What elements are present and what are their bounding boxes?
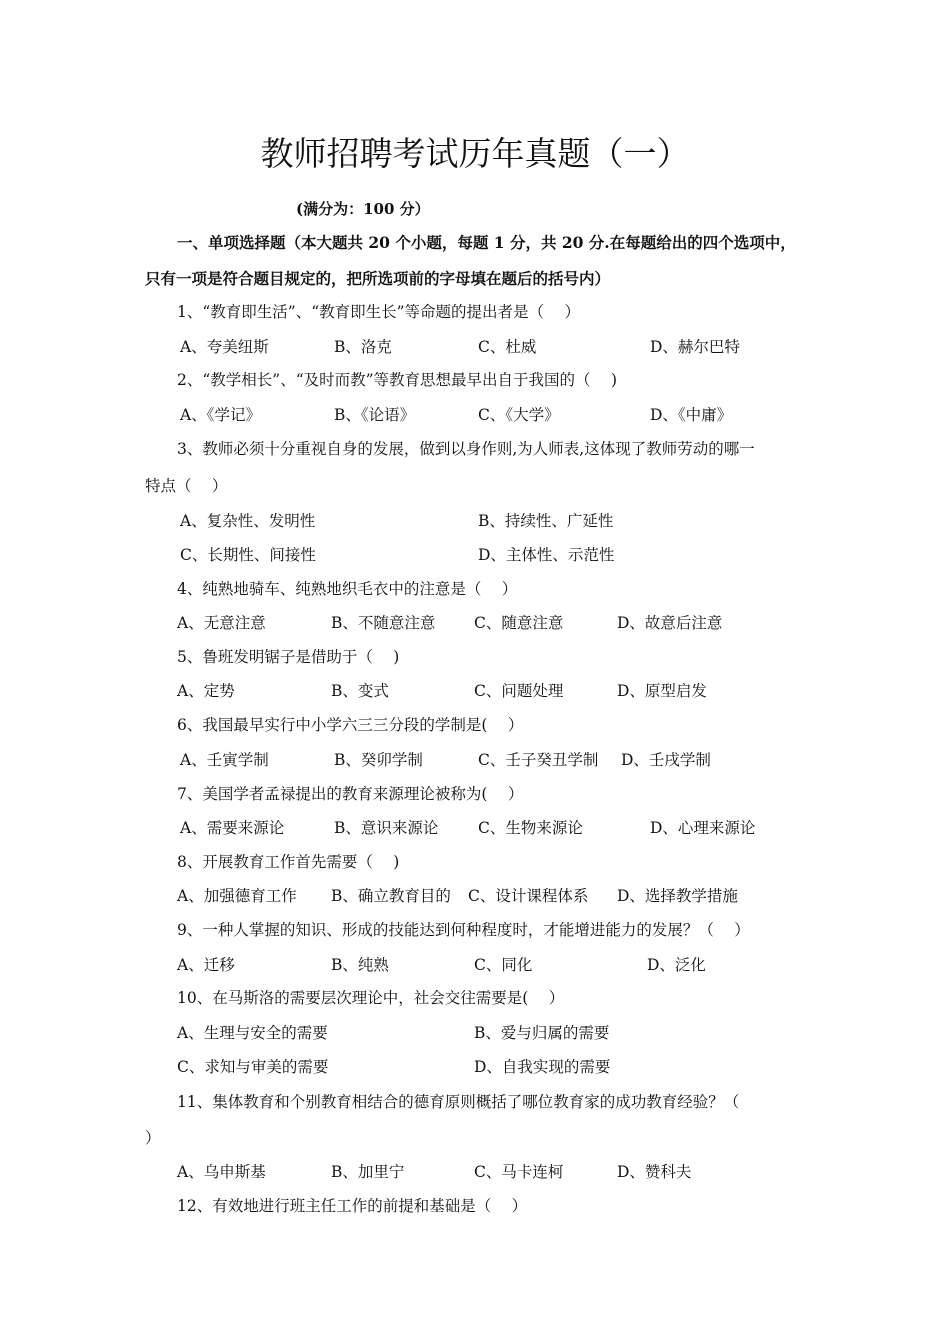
option-b: B、确立教育目的 [331, 887, 451, 905]
option-c: C、杜威 [478, 338, 537, 356]
question-5: 5、鲁班发明锯子是借助于（ ) [177, 648, 400, 666]
option-c: C、同化 [474, 956, 533, 974]
option-d: D、赞科夫 [617, 1163, 692, 1181]
page-title: 教师招聘考试历年真题（一） [260, 134, 690, 173]
option-a: A、壬寅学制 [180, 751, 269, 769]
question-1: 1、“教育即生活”、“教育即生长”等命题的提出者是（ ） [177, 303, 580, 321]
option-c: C、马卡连柯 [474, 1163, 564, 1181]
option-d: D、原型启发 [617, 682, 707, 700]
option-d: D、泛化 [647, 956, 706, 974]
option-d: D、《中庸》 [650, 406, 733, 424]
full-score-note: (满分为：100 分） [296, 200, 430, 218]
option-c: C、求知与审美的需要 [177, 1058, 329, 1076]
option-d: D、自我实现的需要 [474, 1058, 611, 1076]
option-b: B、意识来源论 [334, 819, 439, 837]
option-a: A、夸美纽斯 [180, 338, 269, 356]
option-d: D、故意后注意 [617, 614, 723, 632]
option-b: B、爱与归属的需要 [474, 1024, 610, 1042]
question-4: 4、纯熟地骑车、纯熟地织毛衣中的注意是（ ） [177, 580, 518, 598]
option-d: D、心理来源论 [650, 819, 756, 837]
question-7: 7、美国学者孟禄提出的教育来源理论被称为( ） [177, 785, 524, 803]
option-a: A、乌申斯基 [177, 1163, 266, 1181]
option-d: D、赫尔巴特 [650, 338, 740, 356]
question-3: 3、教师必须十分重视自身的发展，做到以身作则,为人师表,这体现了教师劳动的哪一 [177, 440, 755, 458]
option-b: B、不随意注意 [331, 614, 436, 632]
question-11: 11、集体教育和个别教育相结合的德育原则概括了哪位教育家的成功教育经验？（ [177, 1093, 740, 1111]
option-a: A、加强德育工作 [177, 887, 297, 905]
question-11-cont: ） [145, 1129, 161, 1147]
option-b: B、持续性、广延性 [478, 512, 614, 530]
option-b: B、加里宁 [331, 1163, 405, 1181]
question-3-cont: 特点（ ） [145, 477, 228, 495]
option-a: A、无意注意 [177, 614, 266, 632]
option-b: B、癸卯学制 [334, 751, 423, 769]
question-2: 2、“教学相长”、“及时而教”等教育思想最早出自于我国的（ ) [177, 371, 618, 389]
question-10: 10、在马斯洛的需要层次理论中，社会交往需要是( ） [177, 989, 565, 1007]
option-c: C、问题处理 [474, 682, 564, 700]
question-12: 12、有效地进行班主任工作的前提和基础是（ ） [177, 1197, 528, 1215]
option-b: B、纯熟 [331, 956, 389, 974]
option-b: B、变式 [331, 682, 389, 700]
option-d: D、选择教学措施 [617, 887, 738, 905]
option-d: D、壬戌学制 [621, 751, 711, 769]
option-a: A、复杂性、发明性 [180, 512, 316, 530]
option-a: A、需要来源论 [180, 819, 285, 837]
section-heading: 一、单项选择题（本大题共 20 个小题，每题 1 分，共 20 分.在每题给出的四个选项中， [177, 233, 796, 252]
question-9: 9、一种人掌握的知识、形成的技能达到何种程度时，才能增进能力的发展？（ ） [177, 921, 750, 939]
option-c: C、壬子癸丑学制 [478, 751, 599, 769]
option-b: B、洛克 [334, 338, 392, 356]
option-a: A、迁移 [177, 956, 235, 974]
option-c: C、设计课程体系 [468, 887, 589, 905]
question-6: 6、我国最早实行中小学六三三分段的学制是( ） [177, 716, 524, 734]
option-c: C、随意注意 [474, 614, 564, 632]
option-c: C、生物来源论 [478, 819, 583, 837]
option-a: A、《学记》 [180, 406, 261, 424]
option-c: C、《大学》 [478, 406, 560, 424]
option-a: A、生理与安全的需要 [177, 1024, 328, 1042]
question-8: 8、开展教育工作首先需要（ ) [177, 853, 400, 871]
option-d: D、主体性、示范性 [478, 546, 615, 564]
option-a: A、定势 [177, 682, 235, 700]
section-heading-cont: 只有一项是符合题目规定的，把所选项前的字母填在题后的括号内） [145, 269, 611, 288]
option-b: B、《论语》 [334, 406, 416, 424]
option-c: C、长期性、间接性 [180, 546, 316, 564]
